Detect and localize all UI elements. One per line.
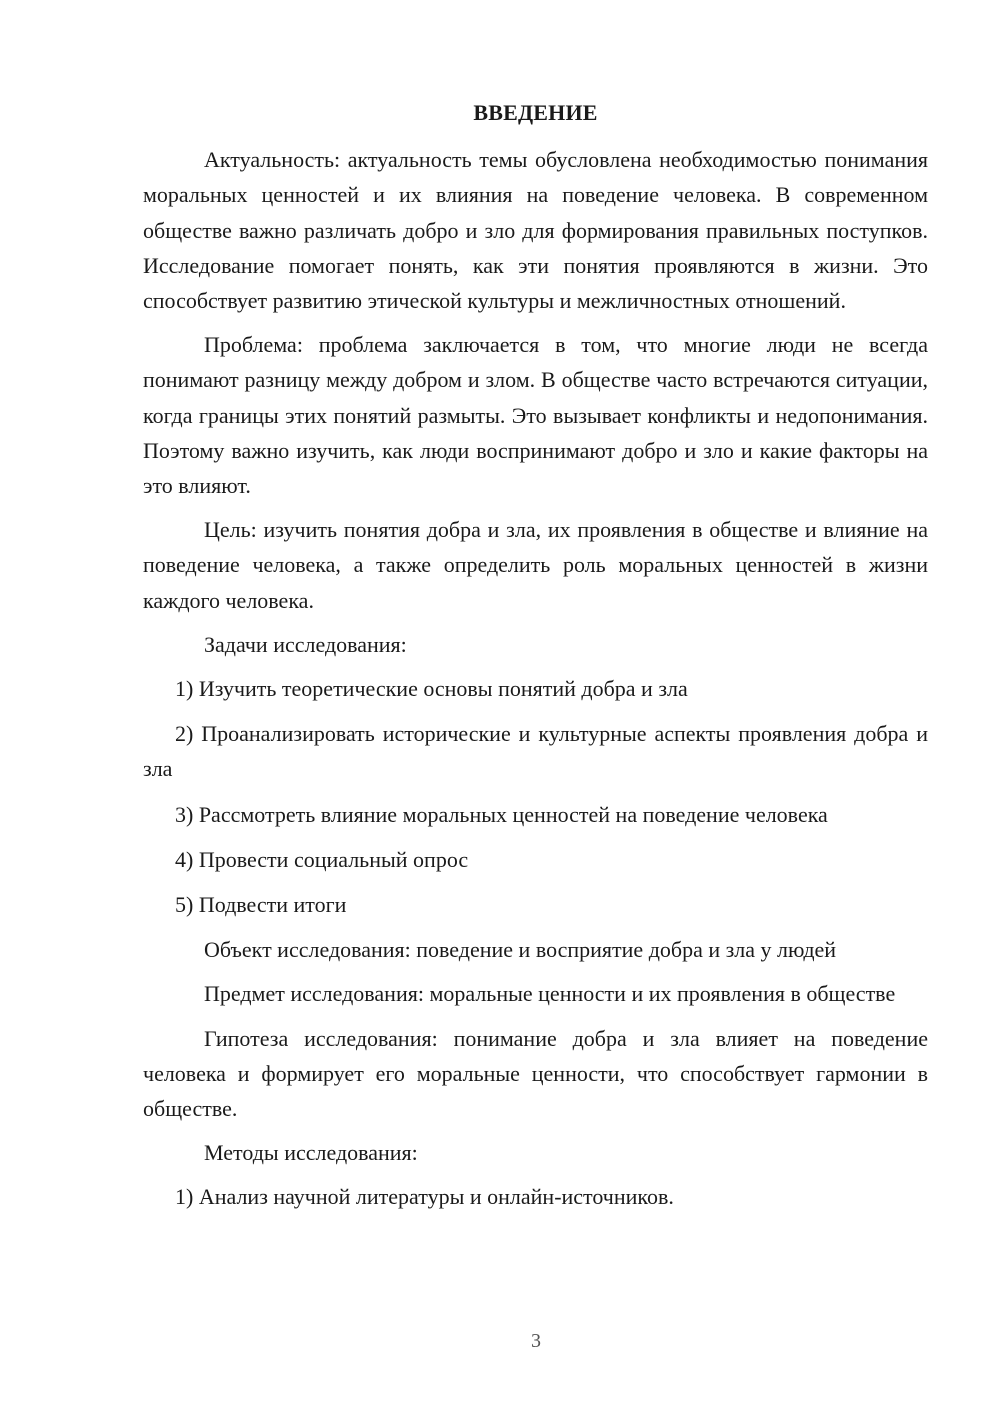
paragraph-goal: Цель: изучить понятия добра и зла, их проявления в обществе и влияние на поведение человека, а также определить роль моральных ценностей в жизни каждого человека. (143, 517, 928, 613)
list-item-task-1: 1) Изучить теоретические основы понятий добра и зла (175, 676, 688, 702)
paragraph-problem: Проблема: проблема заключается в том, что многие люди не всегда понимают разницу между добром и злом. В обществе часто встречаются ситуации, когда границы этих понятий размыты. Это вызывает конфликты и недопонимания. Поэтому важно изучить, как люди воспринимают добро и зло и какие факторы на это влияют. (143, 332, 928, 499)
paragraph-subject: Предмет исследования: моральные ценности и их проявления в обществе (204, 981, 896, 1007)
paragraph-object: Объект исследования: поведение и восприятие добра и зла у людей (204, 937, 837, 963)
paragraph-hypothesis: Гипотеза исследования: понимание добра и зла влияет на поведение человека и формирует его моральные ценности, что способствует гармонии в обществе. (143, 1025, 928, 1122)
paragraph-tasks-heading: Задачи исследования: (204, 631, 407, 657)
document-page (143, 95, 928, 1225)
page-number: 3 (531, 1330, 541, 1352)
page-title: ВВЕДЕНИЕ (473, 100, 598, 125)
list-item-task-5: 5) Подвести итоги (175, 892, 347, 918)
paragraph-methods-heading: Методы исследования: (204, 1140, 418, 1166)
list-item-task-4: 4) Провести социальный опрос (175, 846, 469, 872)
list-item-method-1: 1) Анализ научной литературы и онлайн-источников. (175, 1184, 674, 1210)
list-item-task-2: 2) Проанализировать исторические и культурные аспекты проявления добра и зла (143, 721, 928, 782)
list-item-task-3: 3) Рассмотреть влияние моральных ценностей на поведение человека (175, 801, 828, 827)
paragraph-relevance: Актуальность: актуальность темы обусловлена необходимостью понимания моральных ценностей и их влияния на поведение человека. В современном обществе важно различать добро и зло для формирования правильных поступков. Исследование помогает понять, как эти понятия проявляются в жизни. Это способствует развитию этической культуры и межличностных отношений. (143, 147, 928, 314)
